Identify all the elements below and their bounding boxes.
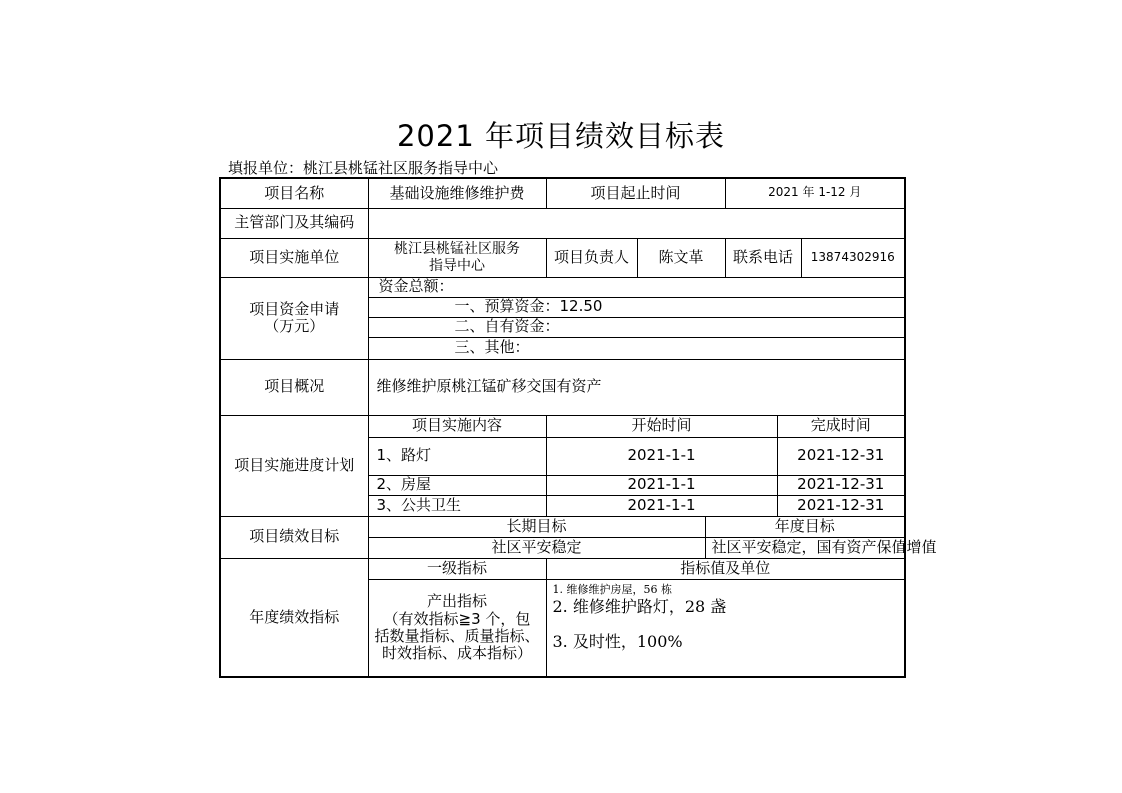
table-row [220, 516, 905, 537]
goals-annual-label: 年度目标 [705, 516, 905, 537]
schedule-item-content: 3、公共卫生 [368, 495, 546, 516]
schedule-item-start: 2021-1-1 [546, 475, 777, 495]
funds-other: 三、其他： [368, 337, 905, 359]
leader-value: 陈文革 [637, 238, 725, 277]
table-row [220, 238, 905, 277]
indicators-label: 年度绩效指标 [220, 558, 368, 677]
schedule-item-content: 2、房屋 [368, 475, 546, 495]
goals-label: 项目绩效目标 [220, 516, 368, 558]
table-row [220, 415, 905, 437]
output-desc-line2: 括数量指标、质量指标、 [374, 626, 540, 645]
schedule-header-start: 开始时间 [546, 415, 777, 437]
overview-text: 维修维护原桃江锰矿移交国有资产 [368, 359, 905, 415]
indicator-value-2: 2. 维修维护路灯，28 盏 [552, 597, 727, 617]
table-row [220, 359, 905, 415]
output-title: 产出指标 [426, 592, 487, 611]
indicator-values [546, 579, 905, 677]
schedule-item-start: 2021-1-1 [546, 437, 777, 475]
funds-own: 二、自有资金： [368, 317, 905, 337]
table-row [220, 208, 905, 238]
schedule-header-end: 完成时间 [777, 415, 905, 437]
goals-long-term: 社区平安稳定 [368, 537, 705, 558]
goals-annual: 社区平安稳定，国有资产保值增值 [705, 537, 905, 558]
unit-value [368, 238, 546, 277]
funds-label-line1: 项目资金申请 [249, 299, 340, 318]
table-row [220, 277, 905, 297]
period-value: 2021 年 1-12 月 [725, 178, 905, 208]
dept-label: 主管部门及其编码 [220, 208, 368, 238]
table-row [220, 558, 905, 579]
project-name-label: 项目名称 [220, 178, 368, 208]
output-desc-line1: （有效指标≧3 个，包 [383, 609, 531, 628]
phone-value: 13874302916 [801, 238, 905, 277]
funds-label-line2: （万元） [264, 317, 325, 335]
phone-label: 联系电话 [725, 238, 801, 277]
unit-line2: 指导中心 [429, 257, 485, 274]
goals-long-term-label: 长期目标 [368, 516, 705, 537]
period-label: 项目起止时间 [546, 178, 725, 208]
indicators-value-header: 指标值及单位 [546, 558, 905, 579]
funds-total: 资金总额： [368, 277, 905, 297]
performance-table [219, 177, 937, 678]
output-desc-line3: 时效指标、成本指标） [381, 644, 532, 662]
schedule-header-content: 项目实施内容 [368, 415, 546, 437]
indicator-value-1: 1. 维修维护房屋，56 栋 [552, 582, 672, 596]
indicator-value-3: 3. 及时性，100% [552, 631, 683, 651]
leader-label: 项目负责人 [546, 238, 637, 277]
filling-unit: 填报单位：桃江县桃锰社区服务指导中心 [228, 159, 499, 177]
schedule-item-end: 2021-12-31 [777, 475, 905, 495]
schedule-item-end: 2021-12-31 [777, 437, 905, 475]
project-name-value: 基础设施维修维护费 [368, 178, 546, 208]
output-indicator [368, 579, 546, 677]
schedule-item-end: 2021-12-31 [777, 495, 905, 516]
indicators-level1-header: 一级指标 [368, 558, 546, 579]
unit-label: 项目实施单位 [220, 238, 368, 277]
funds-budget: 一、预算资金：12.50 [368, 297, 905, 317]
schedule-item-content: 1、路灯 [368, 437, 546, 475]
overview-label: 项目概况 [220, 359, 368, 415]
page-title: 2021 年项目绩效目标表 [396, 119, 726, 153]
table-row [220, 178, 905, 208]
schedule-label: 项目实施进度计划 [220, 415, 368, 516]
unit-line1: 桃江县桃锰社区服务 [394, 241, 520, 258]
dept-value [368, 208, 905, 238]
funds-label [220, 277, 368, 359]
schedule-item-start: 2021-1-1 [546, 495, 777, 516]
